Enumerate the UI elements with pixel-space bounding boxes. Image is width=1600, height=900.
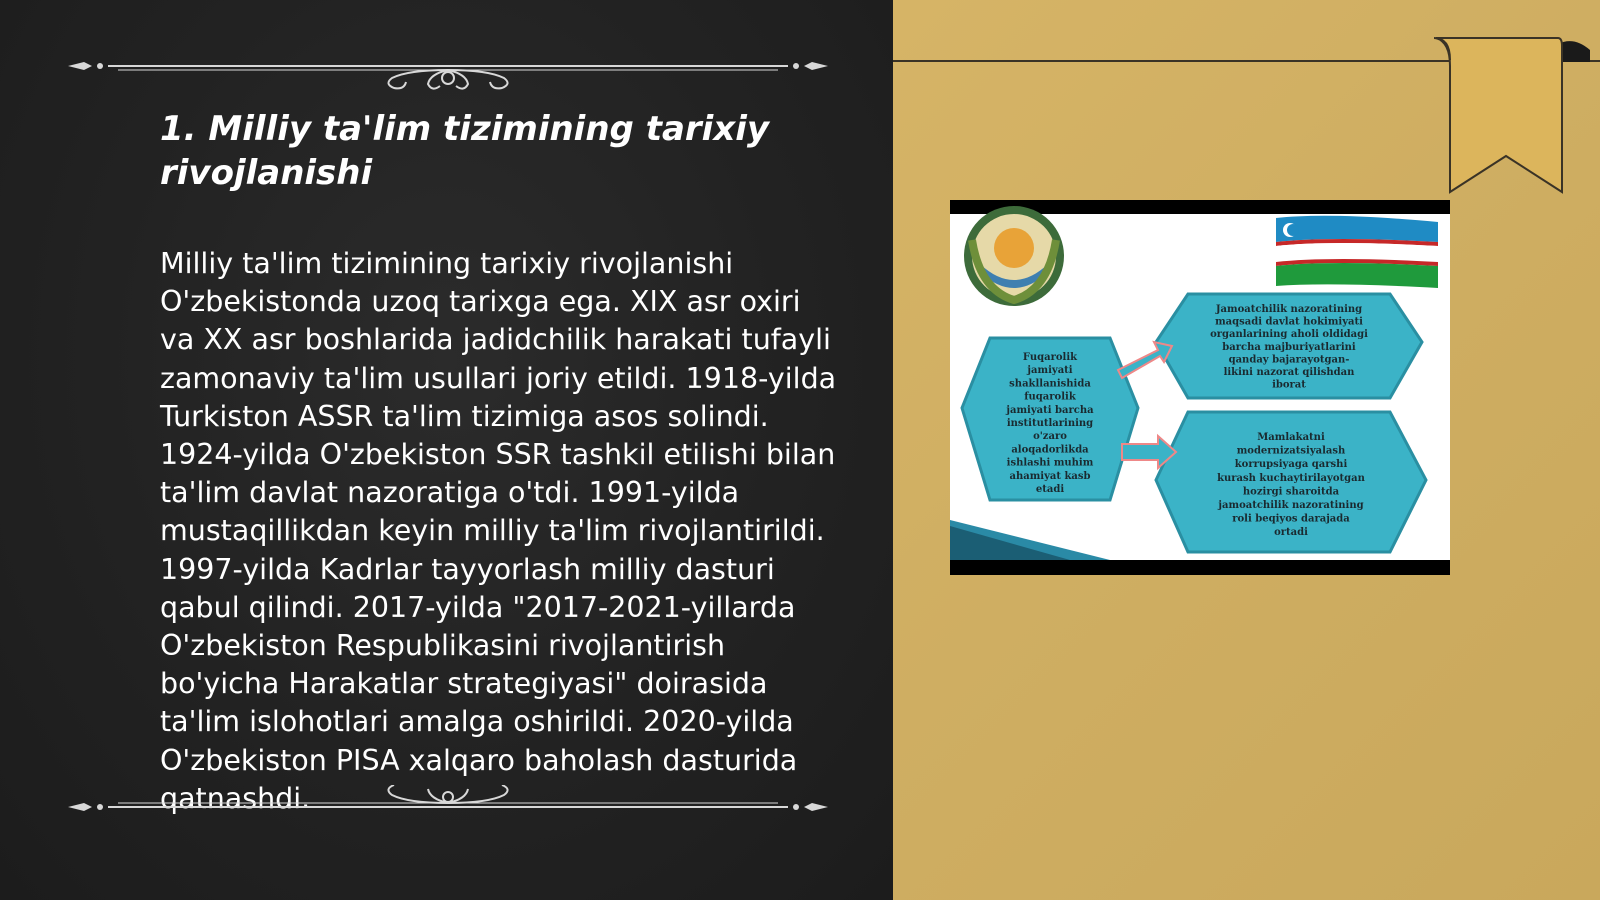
hexagon-bottom-right-text: roli beqiyos darajada bbox=[1232, 513, 1350, 525]
slide-title: 1. Milliy ta'lim tizimining tarixiy rivojlanishi bbox=[160, 109, 770, 193]
hexagon-top-right-text: maqsadi davlat hokimiyati bbox=[1215, 316, 1363, 328]
svg-text:Jamoatchilik nazoratiningmaqsa bbox=[1210, 304, 1368, 391]
slide-image bbox=[950, 200, 1450, 575]
hexagon-top-right-text: barcha majburiyatlarini bbox=[1222, 341, 1356, 353]
hexagon-left-text: o'zaro bbox=[1033, 431, 1067, 443]
flag-icon bbox=[1276, 216, 1438, 288]
hexagon-top-right-text: likini nazorat qilishdan bbox=[1223, 367, 1355, 378]
hexagon-left-text: shakllanishida bbox=[1009, 378, 1091, 390]
ornament-divider-icon bbox=[68, 785, 828, 825]
hexagon-top-right-text: organlarining aholi oldidagi bbox=[1210, 329, 1368, 341]
slide-body-text: Milliy ta'lim tizimining tarixiy rivojlanishi O'zbekistonda uzoq tarixga ega. XIX asr oxiri va XX asr boshlarida jadidchilik harakati tufayli zamonaviy ta'lim usullari joriy etildi. 1918-yilda Turkiston ASSR ta'lim tizimiga asos solindi. 1924-yilda O'zbekiston SSR tashkil etilishi bilan ta'lim davlat nazoratiga o'tdi. 1991-yilda mustaqillikdan keyin milliy ta'lim rivojlantirildi. 1997-yilda Kadrlar tayyorlash milliy dasturi qabul qilindi. 2017-yilda "2017-2021-yillarda O'zbekiston Respublikasini rivojlantirish bo'yicha Harakatlar strategiyasi" doirasida ta'lim islohotlari amalga oshirildi. 2020-yilda O'zbekiston PISA xalqaro baholash dasturida qatnashdi. bbox=[160, 247, 837, 815]
hexagon-left-text: jamiyati barcha bbox=[1006, 404, 1094, 416]
hexagon-bottom-right-text: kurash kuchaytirilayotgan bbox=[1217, 472, 1365, 484]
hexagon-left-text: Fuqarolik bbox=[1022, 352, 1078, 363]
hexagon-top-right-text: Jamoatchilik nazoratining bbox=[1215, 304, 1363, 315]
hexagon-bottom-right-text: modernizatsiyalash bbox=[1236, 445, 1346, 457]
bookmark-ribbon-icon bbox=[1434, 36, 1592, 198]
emblem-icon bbox=[964, 206, 1064, 306]
hexagon-left-text: jamiyati bbox=[1027, 365, 1073, 377]
hexagon-bottom-right-text: Mamlakatni bbox=[1257, 432, 1325, 443]
hexagon-top-right-text: qanday bajarayotgan- bbox=[1228, 354, 1350, 366]
hexagon-left-text: fuqarolik bbox=[1024, 391, 1076, 403]
hexagon-bottom-right-text: hozirgi sharoitda bbox=[1242, 486, 1340, 498]
hexagon-left-text: ahamiyat kasb bbox=[1009, 470, 1091, 482]
hexagon-bottom-right-text: ortadi bbox=[1274, 527, 1308, 539]
hexagon-bottom-right-text: korrupsiyaga qarshi bbox=[1234, 459, 1348, 471]
hexagon-left-text: institutlarining bbox=[1006, 418, 1094, 429]
hexagon-left-text: aloqadorlikda bbox=[1011, 444, 1089, 456]
hexagon-left-text: etadi bbox=[1035, 484, 1065, 495]
hexagon-left-text: ishlashi muhim bbox=[1006, 457, 1094, 469]
hexagon-bottom-right-text: jamoatchilik nazoratining bbox=[1218, 500, 1364, 511]
hexagon-top-right-text: iborat bbox=[1272, 379, 1306, 391]
ornament-divider-icon bbox=[68, 54, 828, 94]
